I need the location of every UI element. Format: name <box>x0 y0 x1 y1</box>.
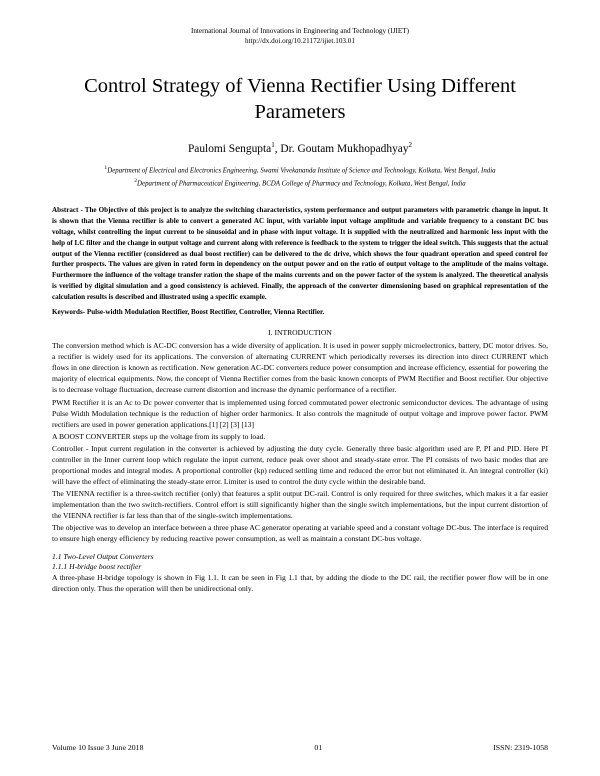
paragraph-7: A three-phase H-bridge topology is shown in Fig 1.1. It can be seen in Fig 1.1 that, by adding the diode to the DC rail, the rectifier power flow will be in one direction only. Thus the operation will then be unidirectional only. <box>52 572 548 593</box>
footer-volume-issue: Volume 10 Issue 3 June 2018 <box>52 743 144 752</box>
journal-doi: http://dx.doi.org/10.21172/ijiet.103.01 <box>244 37 355 46</box>
paragraph-5: The VIENNA rectifier is a three-switch rectifier (only) that features a split output DC-rail. Control is only required for three switches, which makes it a far easier implementation than the two switch-rectifiers. Control effort is still significantly higher than the single switch implementations, but the input current distortion of the VIENNA rectifier is far less than that of the single-switch implementations. <box>52 489 548 521</box>
author-1-affiliation-marker: 1 <box>271 141 275 150</box>
affiliations <box>58 164 542 189</box>
affiliation-2-marker: 2 <box>134 177 138 184</box>
paragraph-6: The objective was to develop an interface between a three phase AC generator operating at variable speed and a constant voltage DC-bus. The interface is required to ensure high energy efficiency by reducing reactive power consumption, as well as maintain a constant DC-bus voltage. <box>52 523 548 544</box>
paragraph-2: PWM Rectifier it is an Ac to Dc power converter that is implemented using forced commutated power electronic semiconductor devices. The advantage of using Pulse Width Modulation technique is the reduction of higher order harmonics. It also controls the magnitude of output voltage and improve power factor. PWM rectifiers are used in power generation applications.[1] [2] [3] [13] <box>52 397 548 429</box>
author-1-name: Paulomi Sengupta <box>187 143 272 156</box>
affiliation-1-text: Department of Electrical and Electronics Engineering, Swami Vivekananda Institute of Science and Technology, Kolkata, West Bengal, India <box>107 167 496 175</box>
affiliation-1-marker: 1 <box>104 165 108 172</box>
affiliation-2 <box>58 177 542 190</box>
footer-issn: ISSN: 2319-1058 <box>493 743 548 752</box>
affiliation-1 <box>58 164 542 177</box>
journal-header <box>52 26 548 47</box>
abstract <box>52 205 548 302</box>
author-2-name: , Dr. Goutam Mukhopadhyay <box>274 143 409 156</box>
subsection-heading-1-1-1: 1.1.1 H-bridge boost rectifier <box>52 561 142 571</box>
page-footer <box>52 743 548 752</box>
keywords: Keywords- Pulse-width Modulation Rectifier, Boost Rectifier, Controller, Vienna Rectifier. <box>52 308 325 317</box>
subsection-heading-1-1: 1.1 Two-Level Output Converters <box>52 551 154 561</box>
author-2-affiliation-marker: 2 <box>408 141 413 150</box>
affiliation-2-text: Department of Pharmaceutical Engineering, BCDA College of Pharmacy and Technology, Kolkata, West Bengal, India <box>137 180 466 188</box>
abstract-text: The Objective of this project is to analyze the switching characteristics, system performance and output parameters with parametric change in input. It is shown that the Vienna rectifier is able to convert a generated AC input, with variable input voltage amplitude and variable frequency to a constant DC bus voltage, whilst controlling the input current to be sinusoidal and in phase with input voltage. It is supplied with the neutralized and harmonic less input with the help of LC filter and the change in output voltage and current along with reference is feedback to the system to trigger the ideal switch. This suggests that the actual output of the Vienna rectifier (considered as dual boost rectifier) can be delivered to the dc drive, which shows the four quadrant operation and speed control for further prospects. The values are given in rated form in dependency on the output power and on the ratio of output voltage to the amplitude of the mains voltage. Furthermore the influence of the voltage transfer ration the shape of the mains currents and on the power factor of the system is analyzed. The theoretical analysis is verified by digital simulation and a good consistency is achieved. Finally, the approach of the converter dimensioning based on graphical representation of the calculation results is described and illustrated using a specific example. <box>52 206 548 301</box>
section-heading-introduction: I. INTRODUCTION <box>268 328 332 338</box>
journal-name: International Journal of Innovations in Engineering and Technology (IJIET) <box>190 27 410 35</box>
abstract-label: Abstract - <box>52 206 85 215</box>
footer-page-number: 01 <box>314 743 323 752</box>
page-title: Control Strategy of Vienna Rectifier Using Different Parameters <box>84 74 516 124</box>
paragraph-3: A BOOST CONVERTER steps up the voltage from its supply to load. <box>52 431 266 441</box>
paragraph-4: Controller - Input current regulation in the converter is achieved by adjusting the duty cycle. Generally three basic algorithm used are P, PI and PID. Here PI controller in the Inner current loop which regulate the input current, reduce peak over shoot and steady-state error. The PI consists of two basic modes that are proportional modes and integral modes. A proportional controller (kp) reduced settling time and reduced the error but not eliminated it. An integral controller (ki) will have the effect of eliminating the steady-state error. Limiter is used to control the duty cycle within the desirable band. <box>52 443 548 487</box>
paragraph-1: The conversion method which is AC-DC conversion has a wide diversity of application. It is used in power supply microelectronics, battery, DC motor drives. So, a rectifier is widely used for its applications. The conversion of alternating CURRENT which periodically reverses its direction into direct CURRENT which flows in one direction is known as rectification. New generation AC-DC converters reduce power consumption and increase efficiency, essential for powering the majority of electrical equipments. Now, the concept of Vienna Rectifier comes from the basic known concepts of PWM Rectifier and Boost rectifier. Our objective is to decrease voltage fluctuation, decrease current distortion and increase the dynamic performance of a rectifier. <box>52 341 548 395</box>
author-list <box>52 141 548 155</box>
